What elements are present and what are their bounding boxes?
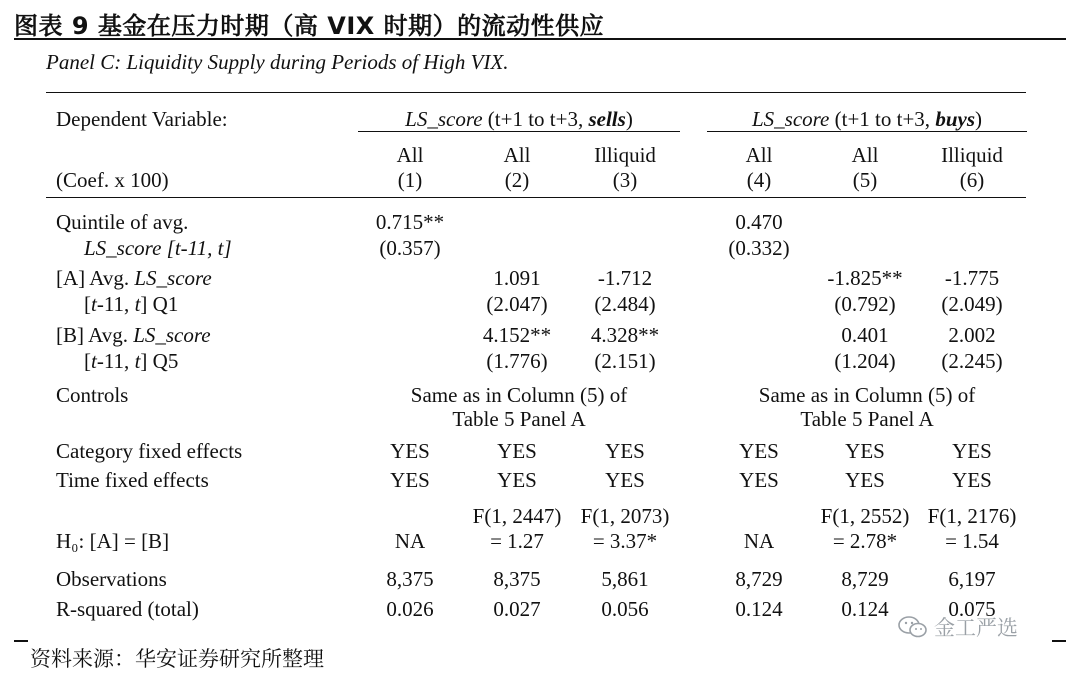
cell-h0-stat: NA	[743, 529, 775, 553]
col-name: All	[396, 143, 424, 167]
col-num: (1)	[397, 168, 423, 192]
group-sells-suffix: )	[625, 107, 633, 131]
col-num: (2)	[504, 168, 530, 192]
cell-value: YES	[605, 468, 645, 492]
cell-h0-stat: NA	[394, 529, 426, 553]
controls-sells-line2: Table 5 Panel A	[452, 407, 586, 431]
col-num: (3)	[612, 168, 638, 192]
col-name: Illiquid	[941, 143, 1003, 167]
cell-h0-stat: = 1.27	[490, 529, 544, 553]
controls-buys-line1: Same as in Column (5) of	[758, 383, 976, 407]
cell-se: (0.332)	[728, 236, 790, 260]
cell-h0-f: F(1, 2552)	[820, 504, 910, 528]
cell-value: 8,729	[735, 567, 783, 591]
header-bottom-rule	[46, 197, 1026, 198]
col-num: (6)	[959, 168, 985, 192]
cell-value: 5,861	[601, 567, 649, 591]
dep-var-label: Dependent Variable:	[56, 107, 228, 131]
table-top-rule	[46, 92, 1026, 93]
footer-rule-right	[1052, 640, 1066, 642]
cell-h0-stat: = 3.37*	[592, 529, 658, 553]
cell-value: 0.026	[386, 597, 434, 621]
cell-coef: 0.470	[735, 210, 783, 234]
cell-value: 8,375	[386, 567, 434, 591]
cell-value: YES	[390, 439, 430, 463]
row-label-controls: Controls	[56, 383, 129, 407]
group-buys-mid: (t+1 to t+3,	[829, 107, 936, 131]
group-header-buys	[707, 107, 1027, 131]
row-sublabel-b: [t-11, t] Q5	[84, 349, 179, 373]
row-sublabel-a: [t-11, t] Q1	[84, 292, 179, 316]
col-name: Illiquid	[594, 143, 656, 167]
cell-value: YES	[952, 439, 992, 463]
cell-se: (0.792)	[834, 292, 896, 316]
quintile-sub-text: LS_score [t-11, t]	[84, 236, 232, 260]
group-sells-prefix: LS_score	[405, 107, 483, 131]
cell-h0-f: F(1, 2073)	[580, 504, 670, 528]
cell-se: (2.151)	[594, 349, 656, 373]
cell-value: YES	[497, 468, 537, 492]
cell-value: YES	[952, 468, 992, 492]
cell-se: (0.357)	[379, 236, 441, 260]
cell-coef: 4.152**	[482, 323, 552, 347]
group-buys-bold: buys	[935, 107, 975, 131]
col-name: All	[745, 143, 773, 167]
row-label-a: [A] Avg. LS_score	[56, 266, 212, 290]
row-label-quintile: Quintile of avg.	[56, 210, 189, 234]
cell-coef: 2.002	[948, 323, 996, 347]
col-num: (5)	[852, 168, 878, 192]
cell-value: YES	[845, 439, 885, 463]
cell-value: YES	[390, 468, 430, 492]
controls-sells-line1: Same as in Column (5) of	[410, 383, 628, 407]
cell-se: (2.245)	[941, 349, 1003, 373]
group-sells-bold: sells	[588, 107, 626, 131]
cell-value: YES	[497, 439, 537, 463]
cell-coef: -1.825**	[827, 266, 903, 290]
source-note: 资料来源：华安证券研究所整理	[30, 647, 324, 671]
controls-buys-line2: Table 5 Panel A	[800, 407, 934, 431]
panel-title: Panel C: Liquidity Supply during Periods of High VIX.	[46, 50, 509, 74]
title-rule	[14, 38, 1066, 40]
cell-coef: 4.328**	[590, 323, 660, 347]
group-buys-prefix: LS_score	[751, 107, 830, 131]
cell-value: 0.027	[493, 597, 541, 621]
figure-title: 图表 9 基金在压力时期（高 VIX 时期）的流动性供应	[14, 12, 605, 40]
cell-coef: 1.091	[493, 266, 541, 290]
wechat-icon	[898, 615, 928, 639]
watermark-text: 金工严选	[934, 616, 1018, 640]
cell-value: 0.124	[841, 597, 889, 621]
cell-value: 8,729	[841, 567, 889, 591]
cell-value: 6,197	[948, 567, 996, 591]
watermark	[898, 612, 1018, 642]
cell-se: (2.049)	[941, 292, 1003, 316]
cell-value: 0.075	[948, 597, 996, 621]
cell-coef: 0.715**	[375, 210, 445, 234]
footer-rule-left	[14, 640, 28, 642]
group-header-sells	[358, 107, 680, 131]
cell-value: YES	[739, 468, 779, 492]
buys-group-rule	[707, 131, 1027, 132]
cell-value: YES	[739, 439, 779, 463]
col-name: All	[503, 143, 531, 167]
row-label-observations: Observations	[56, 567, 167, 591]
cell-coef: -1.775	[944, 266, 1000, 290]
cell-value: 0.124	[735, 597, 783, 621]
cell-se: (2.047)	[486, 292, 548, 316]
group-sells-mid: (t+1 to t+3,	[482, 107, 589, 131]
sells-group-rule	[358, 131, 680, 132]
cell-h0-f: F(1, 2176)	[927, 504, 1017, 528]
cell-h0-stat: = 1.54	[945, 529, 999, 553]
cell-se: (1.204)	[834, 349, 896, 373]
col-num: (4)	[746, 168, 772, 192]
cell-h0-stat: = 2.78*	[832, 529, 898, 553]
cell-coef: 0.401	[841, 323, 889, 347]
row-sublabel-quintile	[84, 236, 232, 260]
coef-label: (Coef. x 100)	[56, 168, 169, 192]
row-label-b: [B] Avg. LS_score	[56, 323, 211, 347]
row-label-category-fe: Category fixed effects	[56, 439, 243, 463]
row-label-r-squared: R-squared (total)	[56, 597, 199, 621]
col-name: All	[851, 143, 879, 167]
cell-coef: -1.712	[597, 266, 653, 290]
cell-se: (1.776)	[486, 349, 548, 373]
cell-value: 0.056	[601, 597, 649, 621]
cell-value: 8,375	[493, 567, 541, 591]
cell-value: YES	[845, 468, 885, 492]
cell-se: (2.484)	[594, 292, 656, 316]
cell-h0-f: F(1, 2447)	[472, 504, 562, 528]
cell-value: YES	[605, 439, 645, 463]
group-buys-suffix: )	[975, 107, 982, 131]
row-label-h0: H₀: [A] = [B]	[56, 529, 170, 553]
row-label-time-fe: Time fixed effects	[56, 468, 209, 492]
